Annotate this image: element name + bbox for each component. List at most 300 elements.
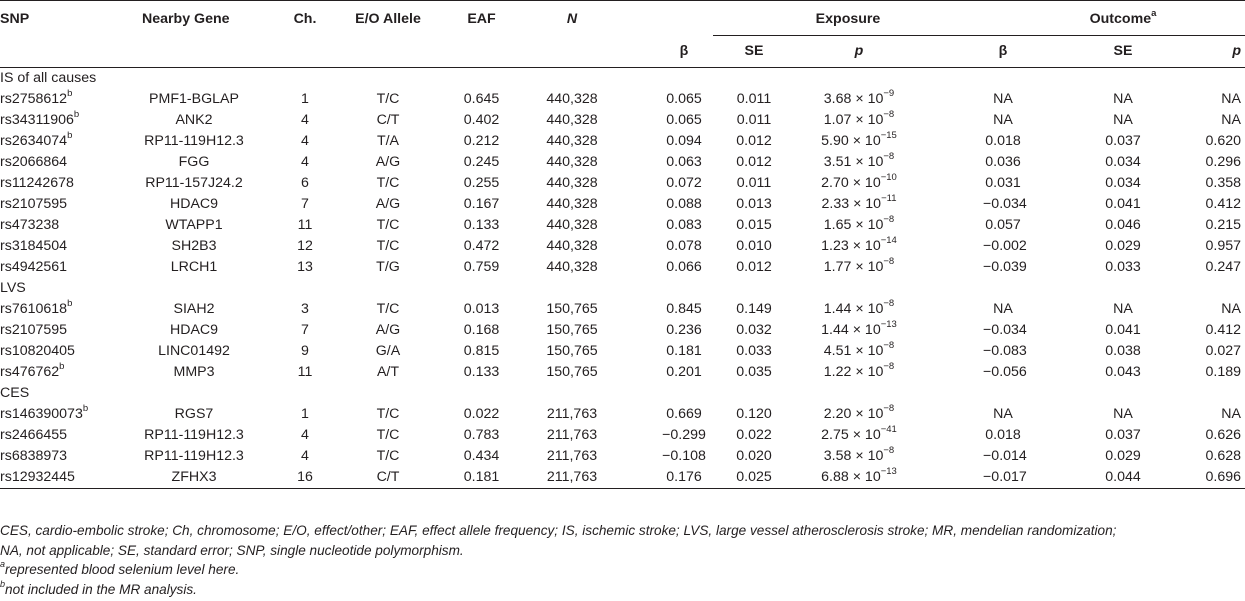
cell-exposure-p [795,257,903,278]
cell-n: 440,328 [546,238,598,254]
cell-exposure-p [795,320,903,341]
cell-exposure-se: 0.022 [736,427,772,443]
cell-exposure-p [795,173,903,194]
cell-n: 440,328 [546,259,598,275]
cell-allele: C/T [376,112,400,128]
cell-outcome-se: 0.041 [1105,322,1141,338]
cell-gene: ZFHX3 [171,469,217,485]
cell-exposure-beta: 0.181 [666,343,702,359]
snp-id: rs11242678 [0,175,74,191]
cell-outcome-beta: 0.018 [985,427,1021,443]
cell-outcome-se: 0.046 [1105,217,1141,233]
col-header-allele: E/O Allele [355,11,421,28]
p-times-ten: × 10 [851,91,884,107]
footnote-a: $^a$represented blood selenium level here. [0,559,240,577]
cell-snp [0,299,130,320]
cell-outcome-beta: NA [993,406,1013,422]
cell-exposure-se: 0.012 [736,154,772,170]
cell-outcome-se: 0.037 [1105,427,1141,443]
cell-ch: 9 [301,343,309,359]
cell-spacer [903,425,983,446]
cell-exposure-se: 0.013 [736,196,772,212]
cell-n: 440,328 [546,112,598,128]
p-mantissa: 2.70 [821,175,849,191]
cell-outcome-p: 0.296 [1205,154,1242,170]
cell-gene: LRCH1 [170,259,218,275]
cell-outcome-beta: 0.018 [985,133,1021,149]
cell-outcome-beta: −0.014 [983,448,1027,464]
snp-footnote-mark: b [82,403,89,415]
cell-exposure-se: 0.012 [736,133,772,149]
cell-gene: RP11-157J24.2 [145,175,243,191]
cell-exposure-p [795,152,903,173]
cell-eaf: 0.245 [463,154,500,170]
cell-n: 211,763 [546,406,598,422]
cell-n: 440,328 [546,175,598,191]
cell-eaf: 0.815 [463,343,500,359]
cell-ch: 4 [301,154,309,170]
cell-outcome-se: 0.043 [1105,364,1141,380]
p-exponent: −41 [880,424,897,436]
p-mantissa: 6.88 [821,469,849,485]
p-mantissa: 1.22 [823,364,852,380]
table-row [0,173,1245,194]
cell-exposure-p [795,110,903,131]
cell-allele: A/G [375,154,401,170]
cell-allele: T/C [376,91,400,107]
cell-spacer [903,89,983,110]
cell-n: 150,765 [546,343,598,359]
cell-exposure-p [795,131,903,152]
cell-outcome-se: NA [1113,301,1133,317]
col-header-eaf: EAF [467,11,496,28]
cell-ch: 4 [301,427,309,443]
cell-outcome-se: 0.038 [1105,343,1141,359]
cell-n: 211,763 [546,427,598,443]
cell-ch: 7 [301,196,309,212]
p-exponent: −8 [883,403,895,415]
table-row [0,236,1245,257]
cell-eaf: 0.759 [463,259,500,275]
cell-outcome-p: 0.626 [1205,427,1242,443]
snp-id: rs473238 [0,217,60,233]
snp-id: rs10820405 [0,343,75,359]
cell-outcome-beta: −0.002 [983,238,1027,254]
p-times-ten: × 10 [848,427,881,443]
cell-exposure-p [795,89,903,110]
cell-snp [0,131,130,152]
cell-spacer [903,404,983,425]
table-row [0,152,1245,173]
snp-id: rs2758612 [0,91,68,107]
cell-ch: 7 [301,322,309,338]
section-label: LVS [0,280,26,296]
snp-id: rs7610618 [0,301,68,317]
cell-n: 440,328 [546,217,598,233]
col-header-outcome-p: p [1232,43,1242,59]
cell-spacer [903,467,983,489]
group-header-exposure: Exposure [713,1,983,36]
cell-gene: MMP3 [173,364,215,380]
cell-exposure-se: 0.010 [736,238,772,254]
cell-gene: ANK2 [175,112,213,128]
cell-allele: T/C [376,175,400,191]
cell-exposure-p [795,404,903,425]
cell-exposure-beta: 0.063 [666,154,702,170]
cell-exposure-p [795,341,903,362]
cell-exposure-beta: 0.845 [666,301,702,317]
section-row [0,68,1245,90]
cell-eaf: 0.255 [463,175,500,191]
snp-id: rs2634074 [0,133,68,149]
cell-ch: 11 [297,217,313,233]
table-body [0,68,1245,489]
p-mantissa: 3.51 [823,154,852,170]
cell-allele: C/T [376,469,400,485]
cell-exposure-beta: −0.108 [662,448,706,464]
cell-exposure-beta: −0.299 [662,427,706,443]
snp-id: rs6838973 [0,448,68,464]
snp-footnote-mark: b [59,361,65,373]
cell-exposure-beta: 0.066 [666,259,702,275]
table-row [0,362,1245,383]
p-mantissa: 3.58 [823,448,852,464]
table-row [0,320,1245,341]
cell-outcome-se: NA [1113,91,1133,107]
cell-outcome-se: 0.037 [1105,133,1141,149]
cell-exposure-se: 0.120 [736,406,772,422]
cell-outcome-beta: 0.031 [985,175,1021,191]
p-exponent: −8 [883,109,895,121]
p-times-ten: × 10 [851,406,884,422]
cell-eaf: 0.168 [463,322,500,338]
header-row-2 [0,36,1245,68]
col-header-exposure-beta: β [679,42,689,59]
cell-outcome-se: 0.033 [1105,259,1141,275]
cell-exposure-se: 0.032 [736,322,772,338]
p-mantissa: 3.68 [823,91,852,107]
cell-outcome-beta: −0.034 [983,322,1027,338]
cell-snp [0,236,130,257]
cell-exposure-beta: 0.078 [666,238,702,254]
cell-ch: 4 [301,448,309,464]
cell-snp [0,467,130,489]
cell-spacer [903,110,983,131]
cell-snp [0,194,130,215]
section-label: IS of all causes [0,70,97,86]
cell-outcome-beta: −0.034 [983,196,1027,212]
cell-exposure-beta: 0.176 [666,469,702,485]
col-header-gene: Nearby Gene [142,11,230,28]
p-mantissa: 1.07 [823,112,852,128]
cell-ch: 6 [301,175,309,191]
cell-outcome-se: 0.029 [1105,448,1141,464]
cell-n: 211,763 [546,469,598,485]
col-header-n: N [566,11,578,28]
table-row [0,299,1245,320]
cell-outcome-beta: 0.057 [985,217,1021,233]
p-times-ten: × 10 [851,259,884,275]
cell-snp [0,110,130,131]
col-header-exposure-p: p [854,43,864,59]
cell-gene: RGS7 [174,406,214,422]
cell-outcome-se: NA [1113,406,1133,422]
section-row [0,278,1245,299]
cell-exposure-se: 0.011 [736,112,772,128]
cell-exposure-beta: 0.072 [666,175,702,191]
cell-ch: 13 [297,259,313,275]
p-times-ten: × 10 [851,301,884,317]
cell-n: 440,328 [546,154,598,170]
cell-ch: 12 [297,238,313,254]
cell-outcome-p: 0.358 [1205,175,1242,191]
cell-eaf: 0.013 [463,301,500,317]
cell-snp [0,257,130,278]
header-row-1 [0,1,1245,36]
cell-exposure-se: 0.025 [736,469,772,485]
cell-n: 440,328 [546,91,598,107]
cell-exposure-beta: 0.236 [666,322,702,338]
cell-outcome-p: 0.412 [1205,322,1242,338]
p-times-ten: × 10 [851,154,884,170]
cell-spacer [903,299,983,320]
snp-footnote-mark: b [67,88,73,100]
snp-id: rs4942561 [0,259,68,275]
cell-snp [0,173,130,194]
p-exponent: −8 [883,340,895,352]
cell-eaf: 0.434 [463,448,500,464]
col-header-snp: SNP [0,11,30,28]
cell-gene: SIAH2 [173,301,215,317]
cell-outcome-beta: −0.056 [983,364,1027,380]
p-exponent: −10 [880,172,897,184]
cell-allele: T/A [376,133,400,149]
p-exponent: −8 [883,256,895,268]
cell-exposure-beta: 0.065 [666,91,702,107]
snp-footnote-mark: b [73,109,80,121]
cell-exposure-se: 0.015 [736,217,772,233]
cell-eaf: 0.472 [463,238,500,254]
p-exponent: −8 [883,445,895,457]
cell-outcome-se: 0.034 [1105,175,1141,191]
cell-ch: 1 [301,406,309,422]
cell-outcome-p: 0.412 [1205,196,1242,212]
cell-exposure-p [795,215,903,236]
cell-allele: T/C [376,406,400,422]
p-exponent: −13 [880,319,897,331]
cell-eaf: 0.133 [463,217,500,233]
table-row [0,257,1245,278]
cell-outcome-se: 0.044 [1105,469,1141,485]
cell-outcome-beta: NA [993,112,1013,128]
snp-id: rs2066864 [0,154,68,170]
footnote-b: $^b$not included in the MR analysis. [0,578,197,597]
cell-n: 150,765 [546,301,598,317]
cell-ch: 11 [297,364,313,380]
table-row [0,404,1245,425]
cell-snp [0,215,130,236]
p-mantissa: 2.75 [821,427,849,443]
snp-id: rs3184504 [0,238,68,254]
cell-snp [0,341,130,362]
p-times-ten: × 10 [851,112,884,128]
cell-gene: HDAC9 [169,196,219,212]
p-mantissa: 1.65 [823,217,852,233]
cell-outcome-se: 0.029 [1105,238,1141,254]
cell-eaf: 0.783 [463,427,500,443]
cell-snp [0,446,130,467]
cell-spacer [903,152,983,173]
snp-id: rs12932445 [0,469,75,485]
snp-id: rs2107595 [0,196,68,212]
cell-gene: FGG [178,154,210,170]
cell-n: 440,328 [546,133,598,149]
cell-exposure-p [795,236,903,257]
cell-exposure-beta: 0.088 [666,196,702,212]
cell-gene: PMF1-BGLAP [149,91,239,107]
cell-gene: RP11-119H12.3 [144,448,244,464]
section-row [0,383,1245,404]
group-header-outcome: Outcome$^a$ [983,1,1245,36]
p-times-ten: × 10 [851,448,884,464]
cell-n: 440,328 [546,196,598,212]
cell-outcome-se: 0.034 [1105,154,1141,170]
cell-ch: 4 [301,112,309,128]
cell-eaf: 0.167 [463,196,500,212]
col-header-ch: Ch. [293,11,317,28]
cell-spacer [903,236,983,257]
snp-id: rs146390073 [0,406,83,422]
footnote-abbreviations-2: NA, not applicable; SE, standard error; SNP, single nucleotide polymorphism. [0,542,464,558]
cell-outcome-p: 0.957 [1205,238,1242,254]
cell-snp [0,362,130,383]
p-mantissa: 4.51 [823,343,852,359]
snp-id: rs2466455 [0,427,68,443]
snp-id: rs2107595 [0,322,68,338]
cell-outcome-beta: NA [993,91,1013,107]
cell-eaf: 0.133 [463,364,500,380]
cell-snp [0,152,130,173]
cell-exposure-beta: 0.201 [666,364,702,380]
p-times-ten: × 10 [848,175,881,191]
cell-spacer [903,173,983,194]
cell-outcome-p: NA [1221,91,1242,107]
col-header-outcome-beta: β [998,43,1008,59]
cell-outcome-p: NA [1221,301,1242,317]
cell-outcome-p: 0.628 [1205,448,1242,464]
section-label: CES [0,385,30,401]
cell-eaf: 0.181 [463,469,500,485]
p-exponent: −14 [880,235,897,247]
cell-outcome-beta: NA [993,301,1013,317]
p-exponent: −8 [883,214,895,226]
cell-allele: T/C [376,448,400,464]
table-footnotes [0,521,1145,599]
cell-exposure-p [795,446,903,467]
cell-allele: T/C [376,427,400,443]
cell-eaf: 0.645 [463,91,500,107]
p-mantissa: 1.23 [821,238,849,254]
cell-outcome-p: 0.027 [1205,343,1242,359]
cell-eaf: 0.022 [463,406,500,422]
cell-spacer [903,215,983,236]
cell-gene: WTAPP1 [165,217,223,233]
cell-exposure-p [795,425,903,446]
cell-snp [0,320,130,341]
cell-allele: T/C [376,217,400,233]
cell-exposure-p [795,362,903,383]
cell-outcome-p: 0.247 [1205,259,1242,275]
cell-exposure-se: 0.149 [736,301,772,317]
cell-spacer [903,362,983,383]
cell-exposure-p [795,467,903,489]
cell-exposure-beta: 0.094 [666,133,702,149]
cell-gene: RP11-119H12.3 [144,133,244,149]
cell-exposure-beta: 0.669 [666,406,702,422]
cell-outcome-beta: −0.083 [983,343,1027,359]
cell-ch: 4 [301,133,309,149]
cell-gene: HDAC9 [169,322,219,338]
table-row [0,110,1245,131]
cell-exposure-beta: 0.083 [666,217,702,233]
p-exponent: −8 [883,361,895,373]
cell-outcome-p: 0.189 [1205,364,1242,380]
p-times-ten: × 10 [851,343,884,359]
p-mantissa: 2.33 [821,196,850,212]
cell-outcome-se: 0.041 [1105,196,1141,212]
cell-exposure-p [795,194,903,215]
cell-gene: SH2B3 [171,238,217,254]
cell-allele: A/G [375,196,401,212]
p-exponent: −8 [883,151,895,163]
table-row [0,341,1245,362]
p-times-ten: × 10 [848,469,881,485]
col-header-exposure-se: SE [744,43,764,59]
cell-allele: A/T [376,364,400,380]
cell-snp [0,404,130,425]
cell-allele: A/G [375,322,401,338]
cell-allele: T/C [376,301,400,317]
table-row [0,194,1245,215]
cell-outcome-p: NA [1221,406,1242,422]
cell-outcome-p: 0.215 [1205,217,1242,233]
cell-exposure-se: 0.033 [736,343,772,359]
cell-exposure-se: 0.035 [736,364,772,380]
p-times-ten: × 10 [848,133,881,149]
cell-exposure-p [795,299,903,320]
cell-ch: 16 [297,469,313,485]
p-exponent: −13 [880,466,897,478]
p-times-ten: × 10 [851,364,884,380]
cell-snp [0,425,130,446]
p-mantissa: 2.20 [823,406,852,422]
cell-exposure-se: 0.012 [736,259,772,275]
table-row [0,89,1245,110]
p-exponent: −11 [881,193,897,205]
table-row [0,467,1245,489]
table-row [0,131,1245,152]
cell-outcome-p: 0.696 [1205,469,1242,485]
cell-gene: RP11-119H12.3 [144,427,244,443]
cell-ch: 1 [301,91,309,107]
snp-id: rs476762 [0,364,60,380]
p-mantissa: 1.44 [823,301,852,317]
p-mantissa: 1.77 [823,259,852,275]
cell-allele: G/A [375,343,401,359]
cell-allele: T/C [376,238,400,254]
cell-exposure-se: 0.011 [736,175,772,191]
cell-exposure-beta: 0.065 [666,112,702,128]
